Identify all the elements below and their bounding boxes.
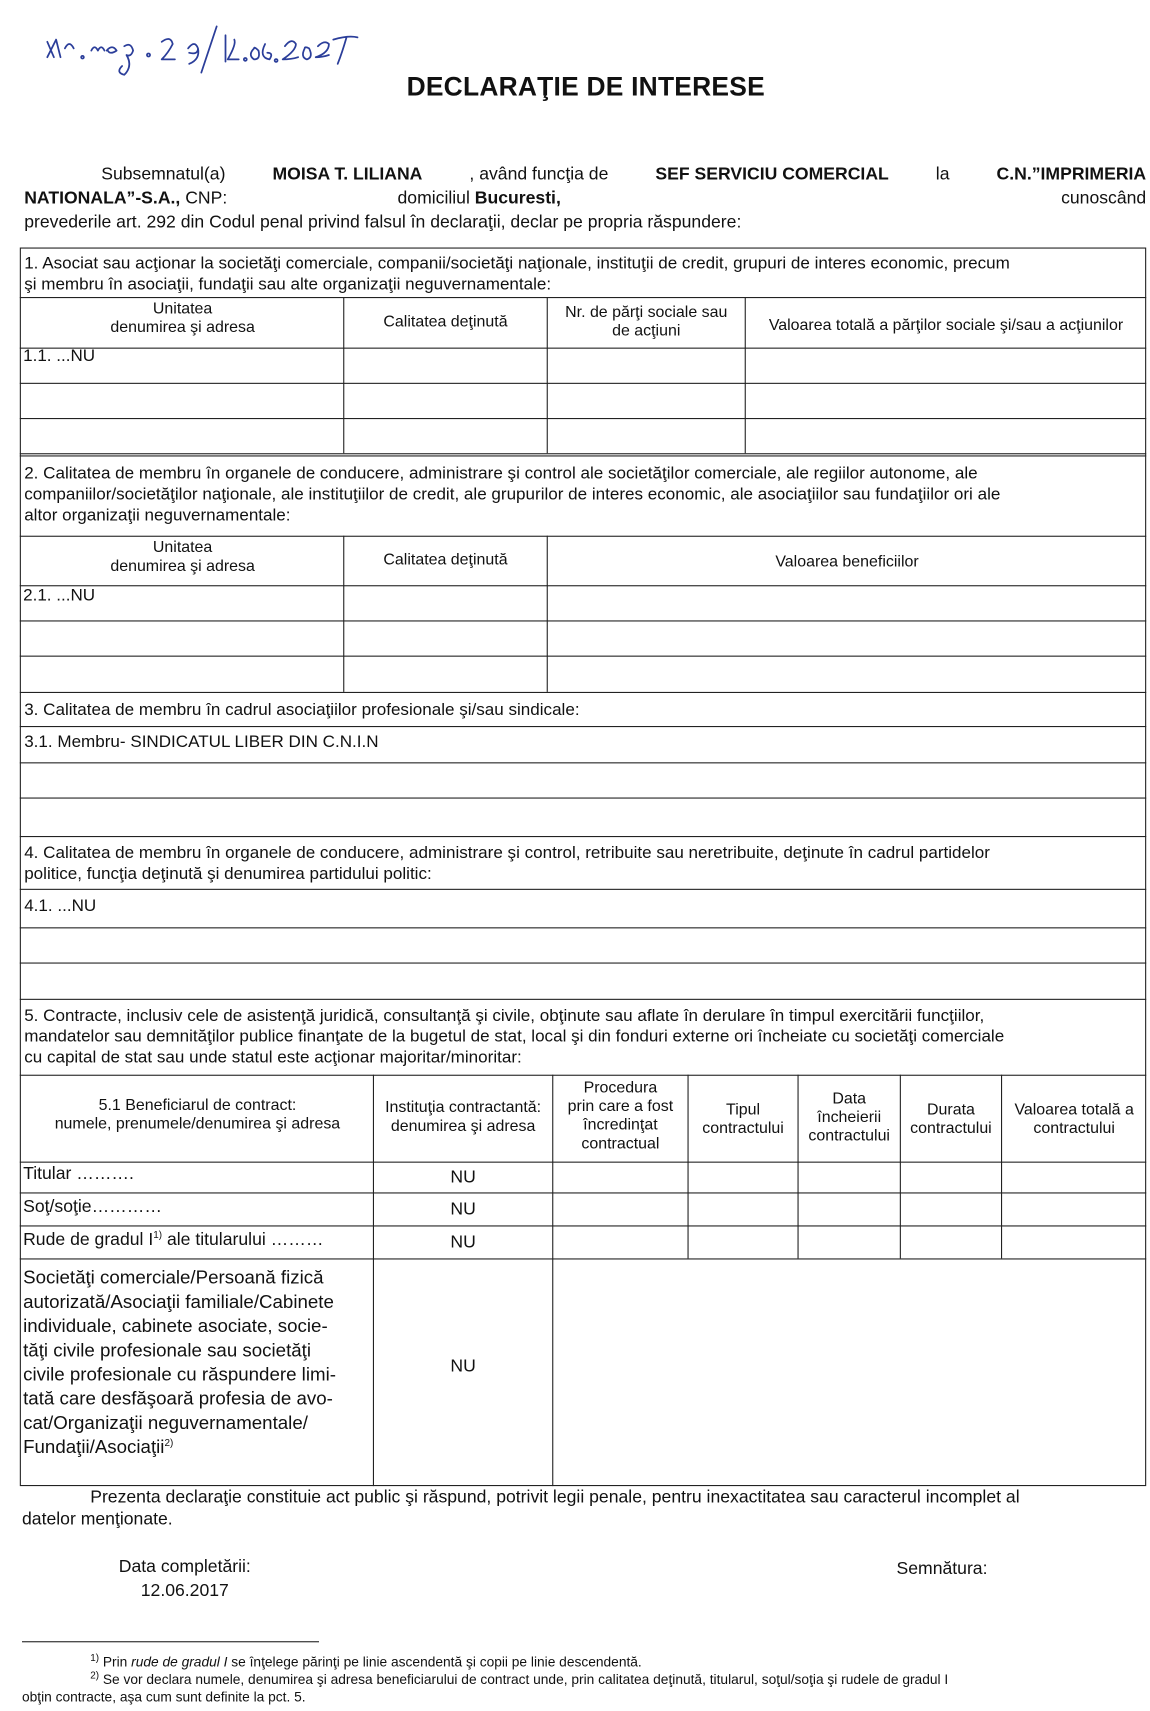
s2-col-benefits-header: Valoarea beneficiilor (775, 553, 919, 571)
statement-line-1: Prezenta declaraţie constituie act public şi răspund, potrivit legii penale, pentru inexactitatea sau caracterul incomplet al (90, 1488, 1020, 1507)
footnote-ref-1: 1) (153, 1229, 163, 1241)
s5-col-date-header (799, 1090, 900, 1146)
domicile-label: domiciliul (397, 189, 470, 208)
completion-date-label: Data completării: (118, 1557, 251, 1577)
completion-date-value: 12.06.2017 (140, 1581, 229, 1601)
s5-companies-line-6: tată care desfăşoară profesia de avo- (23, 1388, 333, 1410)
section-5-heading (24, 1005, 1144, 1068)
s5-companies-line-8 (23, 1436, 370, 1460)
s2-col-quality-header: Calitatea deţinută (383, 551, 508, 569)
footnotes (22, 1653, 1144, 1706)
section-4-heading-line-2: politice, funcţia deţinută şi denumirea partidului politic: (24, 864, 432, 884)
footnote-ref-2: 2) (164, 1436, 174, 1448)
s5-col-date-line-2: încheierii (817, 1108, 882, 1127)
s5-row-titular: Titular ………. (23, 1164, 134, 1184)
section-5-heading-line-1: 5. Contracte, inclusiv cele de asistenţă juridică, consultanţă şi civile, obţinute sau aflate în derulare în timpul exercitării funcţiilor, (24, 1006, 985, 1026)
declarant-name: MOISA T. LILIANA (272, 165, 423, 184)
s1-col-quality-header: Calitatea deţinută (383, 313, 508, 332)
s5-row-relatives (23, 1231, 323, 1251)
s2-col-unit-line-2: denumirea şi adresa (110, 557, 255, 576)
section-4-heading (24, 843, 1144, 885)
footnote-1 (22, 1653, 1144, 1671)
statement-line-2: datelor menţionate. (22, 1510, 173, 1529)
s5-col-procedure-header (553, 1079, 687, 1154)
s5-col-type-line-2: contractului (702, 1119, 784, 1138)
intro-line-2 (24, 187, 1146, 211)
s5-companies-line-4: tăţi civile profesionale sau societăţi (23, 1339, 312, 1361)
s1-col-shares-line-2: de acţiuni (612, 322, 681, 340)
section-1-heading-line-1: 1. Asociat sau acţionar la societăţi comerciale, companii/societăţi naţionale, instituţii de credit, grupuri de interes economic, precum (24, 254, 1010, 273)
section-3-heading: 3. Calitatea de membru în cadrul asociaţiilor profesionale şi/sau sindicale: (24, 700, 580, 720)
footnote-2 (22, 1671, 1144, 1689)
s5-col-procedure-line-2: prin care a fost (567, 1097, 674, 1116)
s5-companies-line-7: cat/Organizaţii neguvernamentale/ (23, 1412, 308, 1434)
s4-row-1: 4.1. ...NU (24, 896, 97, 916)
signature-label: Semnătura: (896, 1559, 988, 1579)
intro-line-1 (24, 163, 1146, 187)
s5-companies-value: NU (450, 1357, 476, 1377)
s5-col-procedure-line-3: încredinţat (583, 1116, 658, 1135)
s5-col-beneficiary-line-1: 5.1 Beneficiarul de contract: (98, 1096, 297, 1115)
footnote-1-term: rude de gradul I (131, 1654, 228, 1670)
s5-companies-line-2: autorizată/Asociaţii familiale/Cabinete (23, 1291, 334, 1313)
s5-col-type-header (689, 1101, 798, 1138)
s5-col-beneficiary-line-2: numele, prenumele/denumirea şi adresa (54, 1115, 341, 1133)
public-act-statement (22, 1487, 1144, 1531)
institution-part-2: NATIONALA”-S.A., (24, 189, 181, 208)
footnote-1-text-b: se înţelege părinţi pe linie ascendentă şi copii pe linie descendentă. (227, 1654, 642, 1670)
s5-row-companies (23, 1266, 370, 1460)
intro-line-3: prevederile art. 292 din Codul penal privind falsul în declaraţii, declar pe propria răspundere: (24, 213, 742, 233)
section-5-heading-line-2: mandatelor sau demnităţilor publice finanţate de la bugetul de stat, local şi din fonduri externe ori încheiate cu societăţi comerciale (24, 1027, 1005, 1047)
s1-col-shares-header (548, 304, 745, 341)
institution-part-1: C.N.”IMPRIMERIA (996, 165, 1147, 184)
handwritten-registry-note (28, 9, 402, 77)
s1-col-value-header: Valoarea totală a părţilor sociale şi/sau a acţiunilor (768, 316, 1124, 335)
s5-col-institution-line-1: Instituţia contractantă: (385, 1098, 542, 1117)
s1-col-shares-line-1: Nr. de părţi sociale sau (565, 303, 728, 322)
s5-col-duration-header (901, 1101, 1001, 1138)
s5-col-institution-header (374, 1099, 552, 1136)
page-title: DECLARAŢIE DE INTERESE (406, 72, 765, 103)
s2-col-unit-line-1: Unitatea (152, 539, 213, 557)
s2-row-1: 2.1. ...NU (23, 586, 96, 605)
s1-col-unit-header (22, 300, 343, 337)
section-1-heading (24, 253, 1144, 295)
s5-col-procedure-line-4: contractual (581, 1135, 660, 1153)
s5-col-date-line-3: contractului (808, 1127, 890, 1146)
s5-col-type-line-1: Tipul (726, 1101, 761, 1119)
s5-col-duration-line-1: Durata (927, 1101, 975, 1119)
s5-row-spouse: Soţ/soţie………… (23, 1197, 162, 1217)
cnp-label: CNP: (185, 189, 228, 208)
s1-row-1: 1.1. ...NU (23, 346, 96, 366)
domicile (397, 187, 560, 211)
section-4-heading-line-1: 4. Calitatea de membru în organele de conducere, administrare şi control, retribuite sau neretribuite, deţinute în cadrul partidelor (24, 843, 990, 863)
s5-relatives-value: NU (450, 1233, 476, 1252)
s5-col-value-header (1002, 1101, 1146, 1138)
footnote-2-line-1: Se vor declara numele, denumirea şi adresa beneficiarului de contract unde, prin calitatea deţinută, titularul, soţul/soţia şi rudele de gradul I (99, 1672, 949, 1688)
s5-col-date-line-1: Data (832, 1090, 867, 1108)
completion-date (108, 1555, 262, 1603)
s1-col-unit-line-2: denumirea şi adresa (110, 319, 255, 337)
s5-col-duration-line-2: contractului (910, 1119, 992, 1138)
intro-avand-functia: , având funcţia de (469, 165, 609, 184)
declarant-function: SEF SERVICIU COMERCIAL (655, 165, 889, 184)
intro-la: la (935, 165, 950, 184)
section-2-heading-line-2: companiilor/societăţilor naţionale, ale instituţiilor de credit, ale grupurilor de interes economic, ale asociaţiilor sau fundaţiilor ori ale (24, 485, 1001, 504)
footnote-2-marker: 2) (90, 1669, 100, 1681)
section-1-heading-line-2: şi membru în asociaţii, fundaţii sau alte organizaţii neguvernamentale: (24, 275, 552, 294)
declarant-intro (24, 163, 1146, 236)
s5-col-beneficiary-header (22, 1097, 373, 1134)
footnote-1-text-a: Prin (99, 1654, 132, 1670)
s5-col-value-line-1: Valoarea totală a (1014, 1101, 1134, 1119)
s5-col-procedure-line-1: Procedura (583, 1079, 658, 1097)
s5-spouse-value: NU (450, 1200, 476, 1219)
intro-cunoscand: cunoscând (1061, 189, 1147, 208)
s5-companies-line-3: individuale, cabinete asociate, socie- (23, 1315, 328, 1337)
s1-col-unit-line-1: Unitatea (152, 300, 213, 318)
s5-companies-line-1: Societăţi comerciale/Persoană fizică (23, 1267, 324, 1289)
s2-col-unit-header (22, 539, 343, 576)
domicile-city: Bucuresti, (474, 189, 561, 208)
s5-companies-line-5: civile profesionale cu răspundere limi- (23, 1364, 336, 1385)
s3-row-1: 3.1. Membru- SINDICATUL LIBER DIN C.N.I.N (24, 732, 379, 752)
s5-companies-line-8-text: Fundaţii/Asociaţii (23, 1436, 165, 1458)
s5-relatives-label-b: ale titularului ……… (162, 1230, 324, 1250)
s5-relatives-label-a: Rude de gradul I (23, 1230, 154, 1250)
footnote-1-marker: 1) (90, 1652, 100, 1664)
footnote-2-line-2: obţin contracte, aşa cum sunt definite la pct. 5. (22, 1689, 306, 1705)
section-2-heading-line-3: altor organizaţii neguvernamentale: (24, 506, 291, 525)
section-2-heading-line-1: 2. Calitatea de membru în organele de conducere, administrare şi control ale societăţilor comerciale, ale regiilor autonome, ale (24, 464, 978, 483)
footnote-divider (22, 1641, 319, 1642)
s5-col-value-line-2: contractului (1033, 1119, 1115, 1138)
s5-col-institution-line-2: denumirea şi adresa (390, 1117, 536, 1136)
section-5-heading-line-3: cu capital de stat sau unde statul este acţionar majoritar/minoritar: (24, 1048, 522, 1067)
section-2-heading (24, 463, 1144, 526)
intro-subsemnatul: Subsemnatul(a) (101, 165, 226, 184)
s5-titular-value: NU (450, 1168, 476, 1187)
